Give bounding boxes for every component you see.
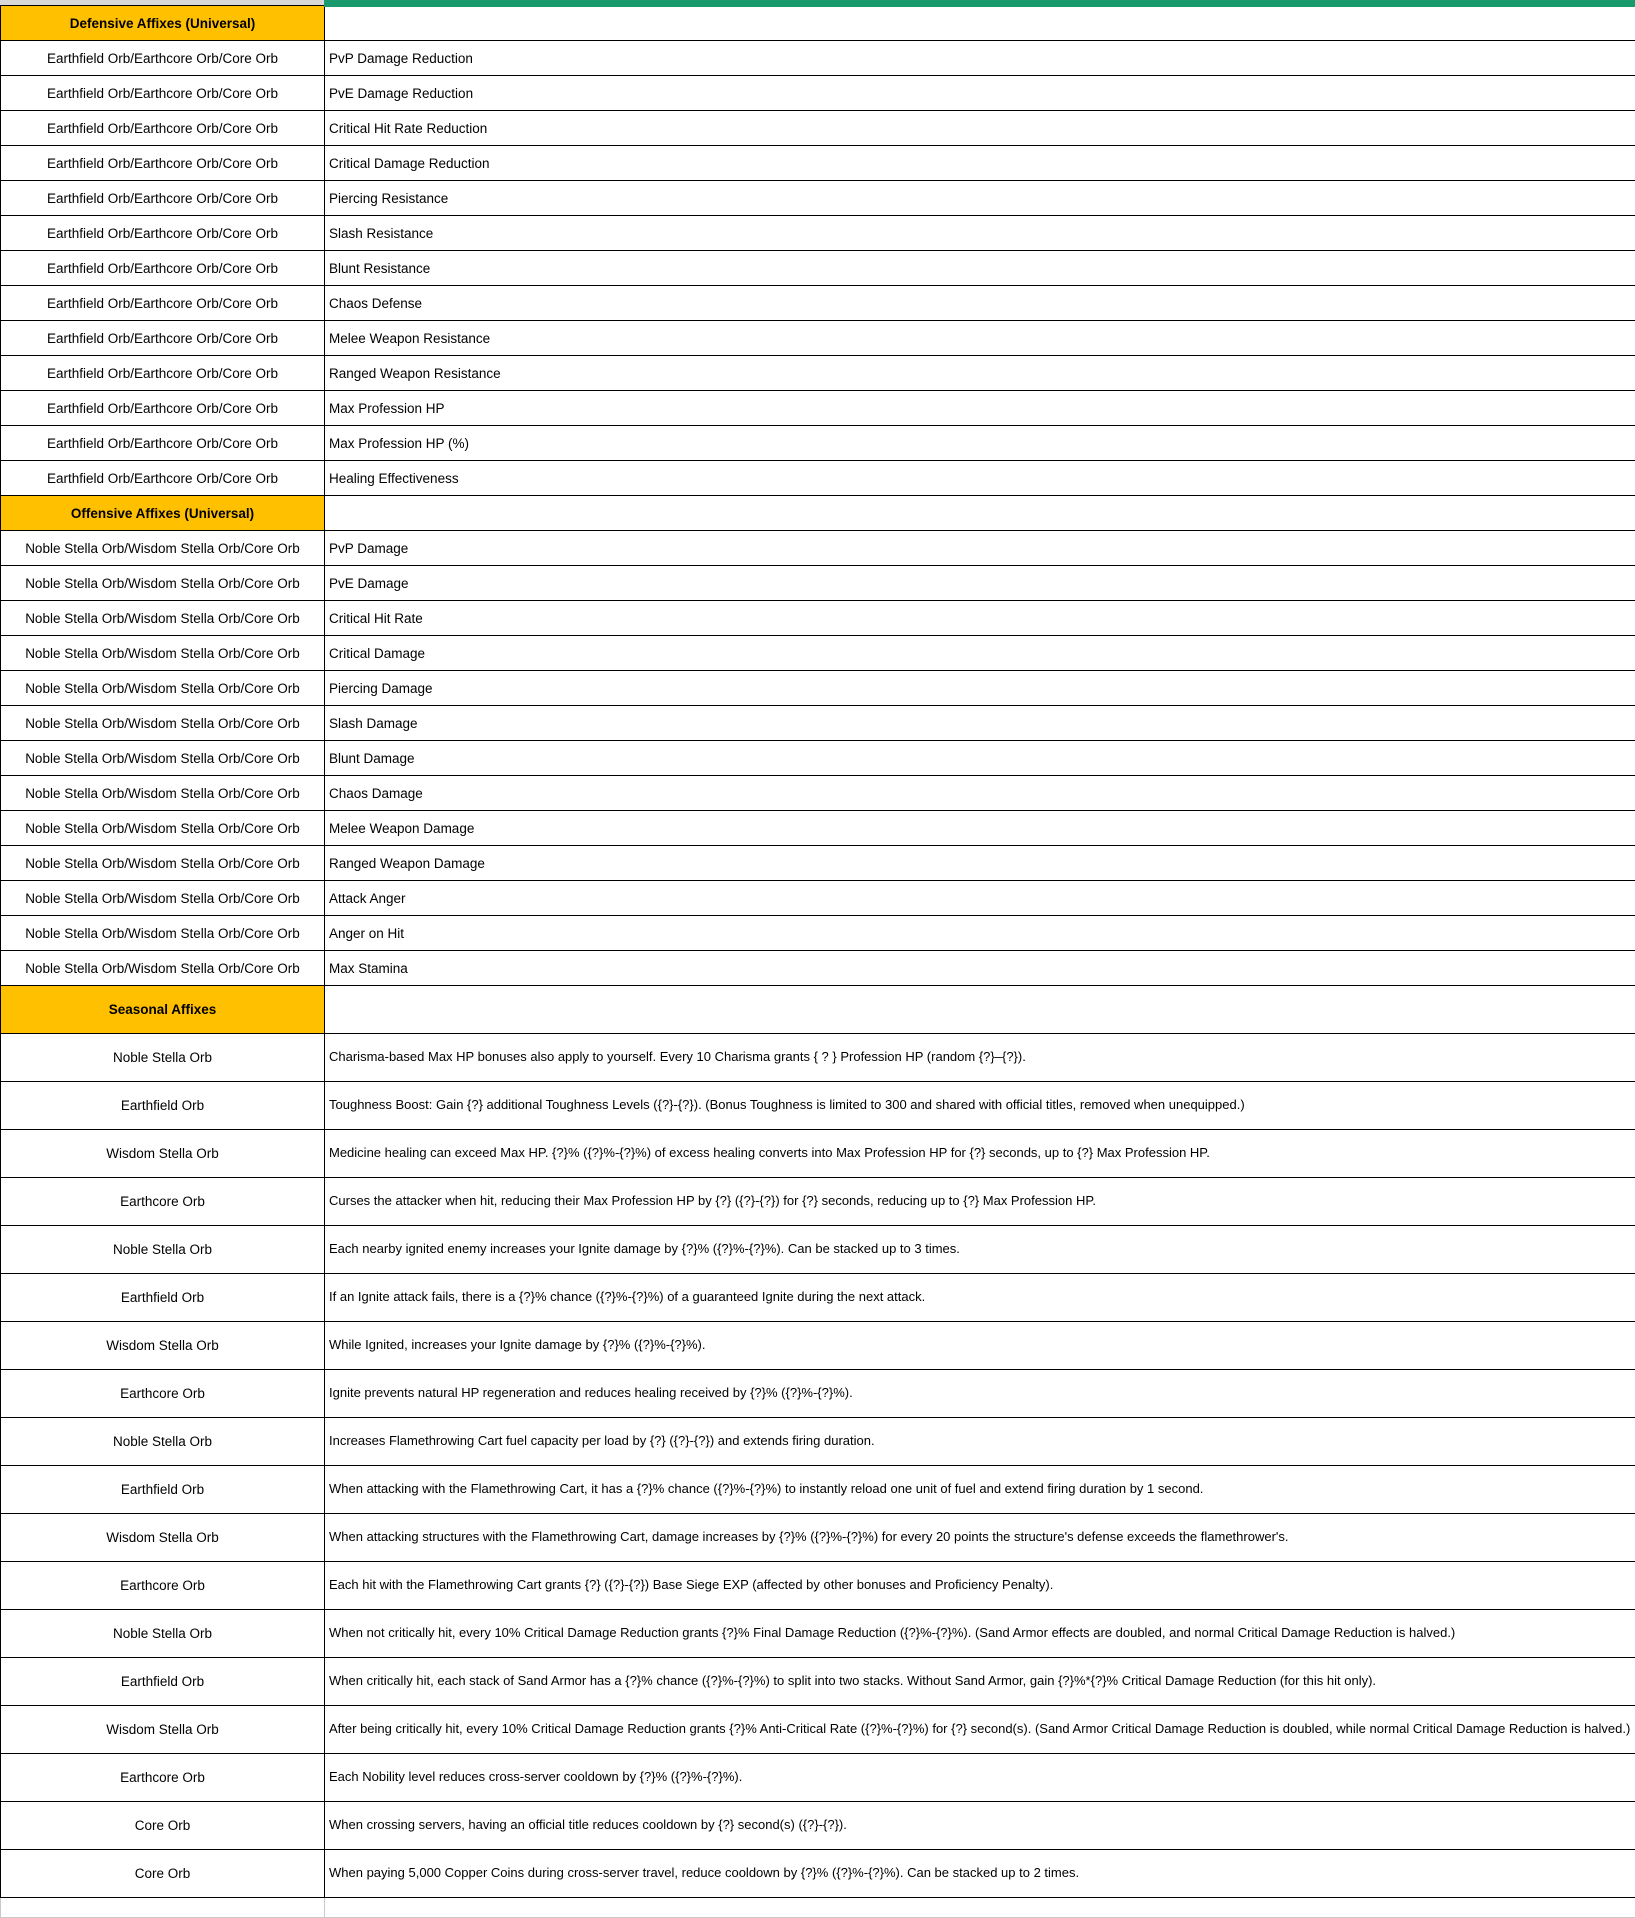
table-row [1,146,1635,181]
table-row [1,1082,1635,1130]
affix-cell[interactable]: Ranged Weapon Damage [325,846,1635,881]
orb-cell[interactable]: Earthfield Orb/Earthcore Orb/Core Orb [1,286,325,321]
affix-cell[interactable]: Curses the attacker when hit, reducing their Max Profession HP by {?} ({?}-{?}) for {?} seconds, reducing up to {?} Max Profession HP. [325,1178,1635,1226]
section-header-cell[interactable]: Offensive Affixes (Universal) [1,496,325,531]
affix-cell[interactable]: Max Profession HP [325,391,1635,426]
table-row [1,1370,1635,1418]
table-row [1,951,1635,986]
affix-cell[interactable]: Critical Damage Reduction [325,146,1635,181]
affix-cell[interactable]: Each nearby ignited enemy increases your Ignite damage by {?}% ({?}%-{?}%). Can be stacked up to 3 times. [325,1226,1635,1274]
orb-cell[interactable]: Earthfield Orb [1,1466,325,1514]
affix-cell[interactable]: PvE Damage Reduction [325,76,1635,111]
affix-cell[interactable]: PvP Damage Reduction [325,41,1635,76]
orb-cell[interactable]: Earthcore Orb [1,1178,325,1226]
table-row [1,846,1635,881]
table-row [1,76,1635,111]
orb-cell[interactable]: Earthfield Orb/Earthcore Orb/Core Orb [1,356,325,391]
affix-cell[interactable]: When not critically hit, every 10% Critical Damage Reduction grants {?}% Final Damage Reduction ({?}%-{?}%). (Sand Armor effects are doubled, and normal Critical Damage Reduction is halved.) [325,1610,1635,1658]
table-row [1,1802,1635,1850]
table-row [1,601,1635,636]
orb-cell[interactable]: Noble Stella Orb/Wisdom Stella Orb/Core Orb [1,951,325,986]
table-row [1,1034,1635,1082]
orb-cell[interactable]: Noble Stella Orb/Wisdom Stella Orb/Core Orb [1,741,325,776]
affix-cell[interactable]: PvE Damage [325,566,1635,601]
table-row [1,321,1635,356]
affix-cell[interactable]: Anger on Hit [325,916,1635,951]
table-row [1,216,1635,251]
orb-cell[interactable]: Earthfield Orb [1,1274,325,1322]
affix-cell[interactable]: Increases Flamethrowing Cart fuel capacity per load by {?} ({?}-{?}) and extends firing duration. [325,1418,1635,1466]
table-row [1,1130,1635,1178]
top-strip [0,0,1635,7]
orb-cell[interactable]: Earthfield Orb/Earthcore Orb/Core Orb [1,41,325,76]
empty-orb-cell[interactable] [1,1898,325,1918]
table-row [1,1418,1635,1466]
orb-cell[interactable]: Noble Stella Orb/Wisdom Stella Orb/Core Orb [1,706,325,741]
orb-cell[interactable]: Noble Stella Orb/Wisdom Stella Orb/Core Orb [1,916,325,951]
table-row [1,916,1635,951]
orb-cell[interactable]: Earthfield Orb/Earthcore Orb/Core Orb [1,76,325,111]
table-row [1,811,1635,846]
orb-cell[interactable]: Wisdom Stella Orb [1,1322,325,1370]
table-row [1,1610,1635,1658]
table-row [1,1466,1635,1514]
table-row [1,881,1635,916]
affix-cell[interactable]: Each Nobility level reduces cross-server cooldown by {?}% ({?}%-{?}%). [325,1754,1635,1802]
orb-cell[interactable]: Earthfield Orb/Earthcore Orb/Core Orb [1,181,325,216]
section-header-cell[interactable]: Seasonal Affixes [1,986,325,1034]
table-row [1,1322,1635,1370]
affix-cell[interactable]: Healing Effectiveness [325,461,1635,496]
orb-cell[interactable]: Noble Stella Orb [1,1418,325,1466]
affix-cell[interactable]: Ignite prevents natural HP regeneration and reduces healing received by {?}% ({?}%-{?}%). [325,1370,1635,1418]
section-header-empty-cell[interactable] [325,986,1635,1034]
orb-cell[interactable]: Wisdom Stella Orb [1,1514,325,1562]
orb-cell[interactable]: Earthfield Orb [1,1658,325,1706]
orb-cell[interactable]: Noble Stella Orb/Wisdom Stella Orb/Core Orb [1,636,325,671]
orb-cell[interactable]: Noble Stella Orb/Wisdom Stella Orb/Core Orb [1,776,325,811]
orb-cell[interactable]: Noble Stella Orb/Wisdom Stella Orb/Core Orb [1,881,325,916]
orb-cell[interactable]: Noble Stella Orb [1,1226,325,1274]
section-header-empty-cell[interactable] [325,496,1635,531]
table-row [1,426,1635,461]
orb-cell[interactable]: Earthfield Orb/Earthcore Orb/Core Orb [1,461,325,496]
orb-cell[interactable]: Earthfield Orb/Earthcore Orb/Core Orb [1,216,325,251]
orb-cell[interactable]: Noble Stella Orb [1,1034,325,1082]
affix-cell[interactable]: When crossing servers, having an official title reduces cooldown by {?} second(s) ({?}-{?}). [325,1802,1635,1850]
empty-affix-cell[interactable] [325,1898,1635,1918]
affix-cell[interactable]: Piercing Resistance [325,181,1635,216]
affix-cell[interactable]: Blunt Resistance [325,251,1635,286]
affix-cell[interactable]: Melee Weapon Resistance [325,321,1635,356]
affix-cell[interactable]: Ranged Weapon Resistance [325,356,1635,391]
empty-row [1,1898,1635,1918]
table-row [1,461,1635,496]
affix-cell[interactable]: Critical Damage [325,636,1635,671]
affix-cell[interactable]: Each hit with the Flamethrowing Cart grants {?} ({?}-{?}) Base Siege EXP (affected by other bonuses and Proficiency Penalty). [325,1562,1635,1610]
orb-cell[interactable]: Earthfield Orb [1,1082,325,1130]
affix-cell[interactable]: Attack Anger [325,881,1635,916]
orb-cell[interactable]: Earthfield Orb/Earthcore Orb/Core Orb [1,391,325,426]
orb-cell[interactable]: Core Orb [1,1802,325,1850]
table-row [1,1658,1635,1706]
table-row [1,1754,1635,1802]
orb-cell[interactable]: Noble Stella Orb/Wisdom Stella Orb/Core Orb [1,671,325,706]
table-row [1,776,1635,811]
affix-cell[interactable]: Medicine healing can exceed Max HP. {?}% ({?}%-{?}%) of excess healing converts into Max Profession HP for {?} seconds, up to {?} Max Profession HP. [325,1130,1635,1178]
top-strip-gray-segment [0,0,324,5]
table-row [1,1274,1635,1322]
table-row [1,671,1635,706]
affix-cell[interactable]: Chaos Damage [325,776,1635,811]
affix-cell[interactable]: Blunt Damage [325,741,1635,776]
table-row [1,531,1635,566]
affix-cell[interactable]: Slash Damage [325,706,1635,741]
affix-cell[interactable]: When attacking with the Flamethrowing Cart, it has a {?}% chance ({?}%-{?}%) to instantly reload one unit of fuel and extend firing duration by 1 second. [325,1466,1635,1514]
table-row [1,1562,1635,1610]
section-header-row [1,496,1635,531]
affix-cell[interactable]: If an Ignite attack fails, there is a {?}% chance ({?}%-{?}%) of a guaranteed Ignite during the next attack. [325,1274,1635,1322]
affix-cell[interactable]: Critical Hit Rate Reduction [325,111,1635,146]
affix-cell[interactable]: Max Stamina [325,951,1635,986]
table-row [1,251,1635,286]
table-row [1,566,1635,601]
affix-cell[interactable]: Piercing Damage [325,671,1635,706]
affix-cell[interactable]: Max Profession HP (%) [325,426,1635,461]
orb-cell[interactable]: Earthfield Orb/Earthcore Orb/Core Orb [1,111,325,146]
orb-cell[interactable]: Core Orb [1,1850,325,1898]
affix-cell[interactable]: Chaos Defense [325,286,1635,321]
table-row [1,1514,1635,1562]
table-row [1,391,1635,426]
orb-cell[interactable]: Earthcore Orb [1,1754,325,1802]
table-row [1,41,1635,76]
affix-cell[interactable]: Toughness Boost: Gain {?} additional Toughness Levels ({?}-{?}). (Bonus Toughness is limited to 300 and shared with official titles, removed when unequipped.) [325,1082,1635,1130]
affix-cell[interactable]: While Ignited, increases your Ignite damage by {?}% ({?}%-{?}%). [325,1322,1635,1370]
table-row [1,636,1635,671]
orb-cell[interactable]: Earthfield Orb/Earthcore Orb/Core Orb [1,426,325,461]
table-row [1,741,1635,776]
affix-cell[interactable]: Melee Weapon Damage [325,811,1635,846]
section-header-cell[interactable]: Defensive Affixes (Universal) [1,6,325,41]
top-green-bar [324,0,1635,7]
affix-cell[interactable]: Critical Hit Rate [325,601,1635,636]
table-row [1,181,1635,216]
affix-cell[interactable]: When attacking structures with the Flamethrowing Cart, damage increases by {?}% ({?}%-{?}%) for every 20 points the structure's defense exceeds the flamethrower's. [325,1514,1635,1562]
affix-cell[interactable]: When paying 5,000 Copper Coins during cross-server travel, reduce cooldown by {?}% ({?}%-{?}%). Can be stacked up to 2 times. [325,1850,1635,1898]
table-row [1,1226,1635,1274]
affix-cell[interactable]: Slash Resistance [325,216,1635,251]
affix-cell[interactable]: PvP Damage [325,531,1635,566]
orb-cell[interactable]: Noble Stella Orb/Wisdom Stella Orb/Core Orb [1,531,325,566]
affix-cell[interactable]: When critically hit, each stack of Sand Armor has a {?}% chance ({?}%-{?}%) to split into two stacks. Without Sand Armor, gain {?}%*{?}% Critical Damage Reduction (for this hit only). [325,1658,1635,1706]
affix-cell[interactable]: After being critically hit, every 10% Critical Damage Reduction grants {?}% Anti-Critical Rate ({?}%-{?}%) for {?} second(s). (Sand Armor Critical Damage Reduction is doubled, while normal Critical Damage Reduction is halved.) [325,1706,1635,1754]
orb-cell[interactable]: Earthcore Orb [1,1562,325,1610]
affix-cell[interactable]: Charisma-based Max HP bonuses also apply to yourself. Every 10 Charisma grants { ? } Profession HP (random {?}–{?}). [325,1034,1635,1082]
section-header-row [1,6,1635,41]
table-row [1,706,1635,741]
orb-cell[interactable]: Noble Stella Orb/Wisdom Stella Orb/Core Orb [1,846,325,881]
orb-cell[interactable]: Wisdom Stella Orb [1,1130,325,1178]
orb-cell[interactable]: Earthfield Orb/Earthcore Orb/Core Orb [1,251,325,286]
orb-cell[interactable]: Noble Stella Orb/Wisdom Stella Orb/Core Orb [1,601,325,636]
table-row [1,286,1635,321]
table-row [1,1706,1635,1754]
orb-cell[interactable]: Earthfield Orb/Earthcore Orb/Core Orb [1,146,325,181]
affix-table [0,5,1635,1918]
orb-cell[interactable]: Noble Stella Orb/Wisdom Stella Orb/Core Orb [1,811,325,846]
orb-cell[interactable]: Earthcore Orb [1,1370,325,1418]
table-row [1,1178,1635,1226]
table-row [1,356,1635,391]
orb-cell[interactable]: Noble Stella Orb [1,1610,325,1658]
table-row [1,111,1635,146]
orb-cell[interactable]: Earthfield Orb/Earthcore Orb/Core Orb [1,321,325,356]
section-header-row [1,986,1635,1034]
section-header-empty-cell[interactable] [325,6,1635,41]
table-row [1,1850,1635,1898]
orb-cell[interactable]: Noble Stella Orb/Wisdom Stella Orb/Core Orb [1,566,325,601]
orb-cell[interactable]: Wisdom Stella Orb [1,1706,325,1754]
